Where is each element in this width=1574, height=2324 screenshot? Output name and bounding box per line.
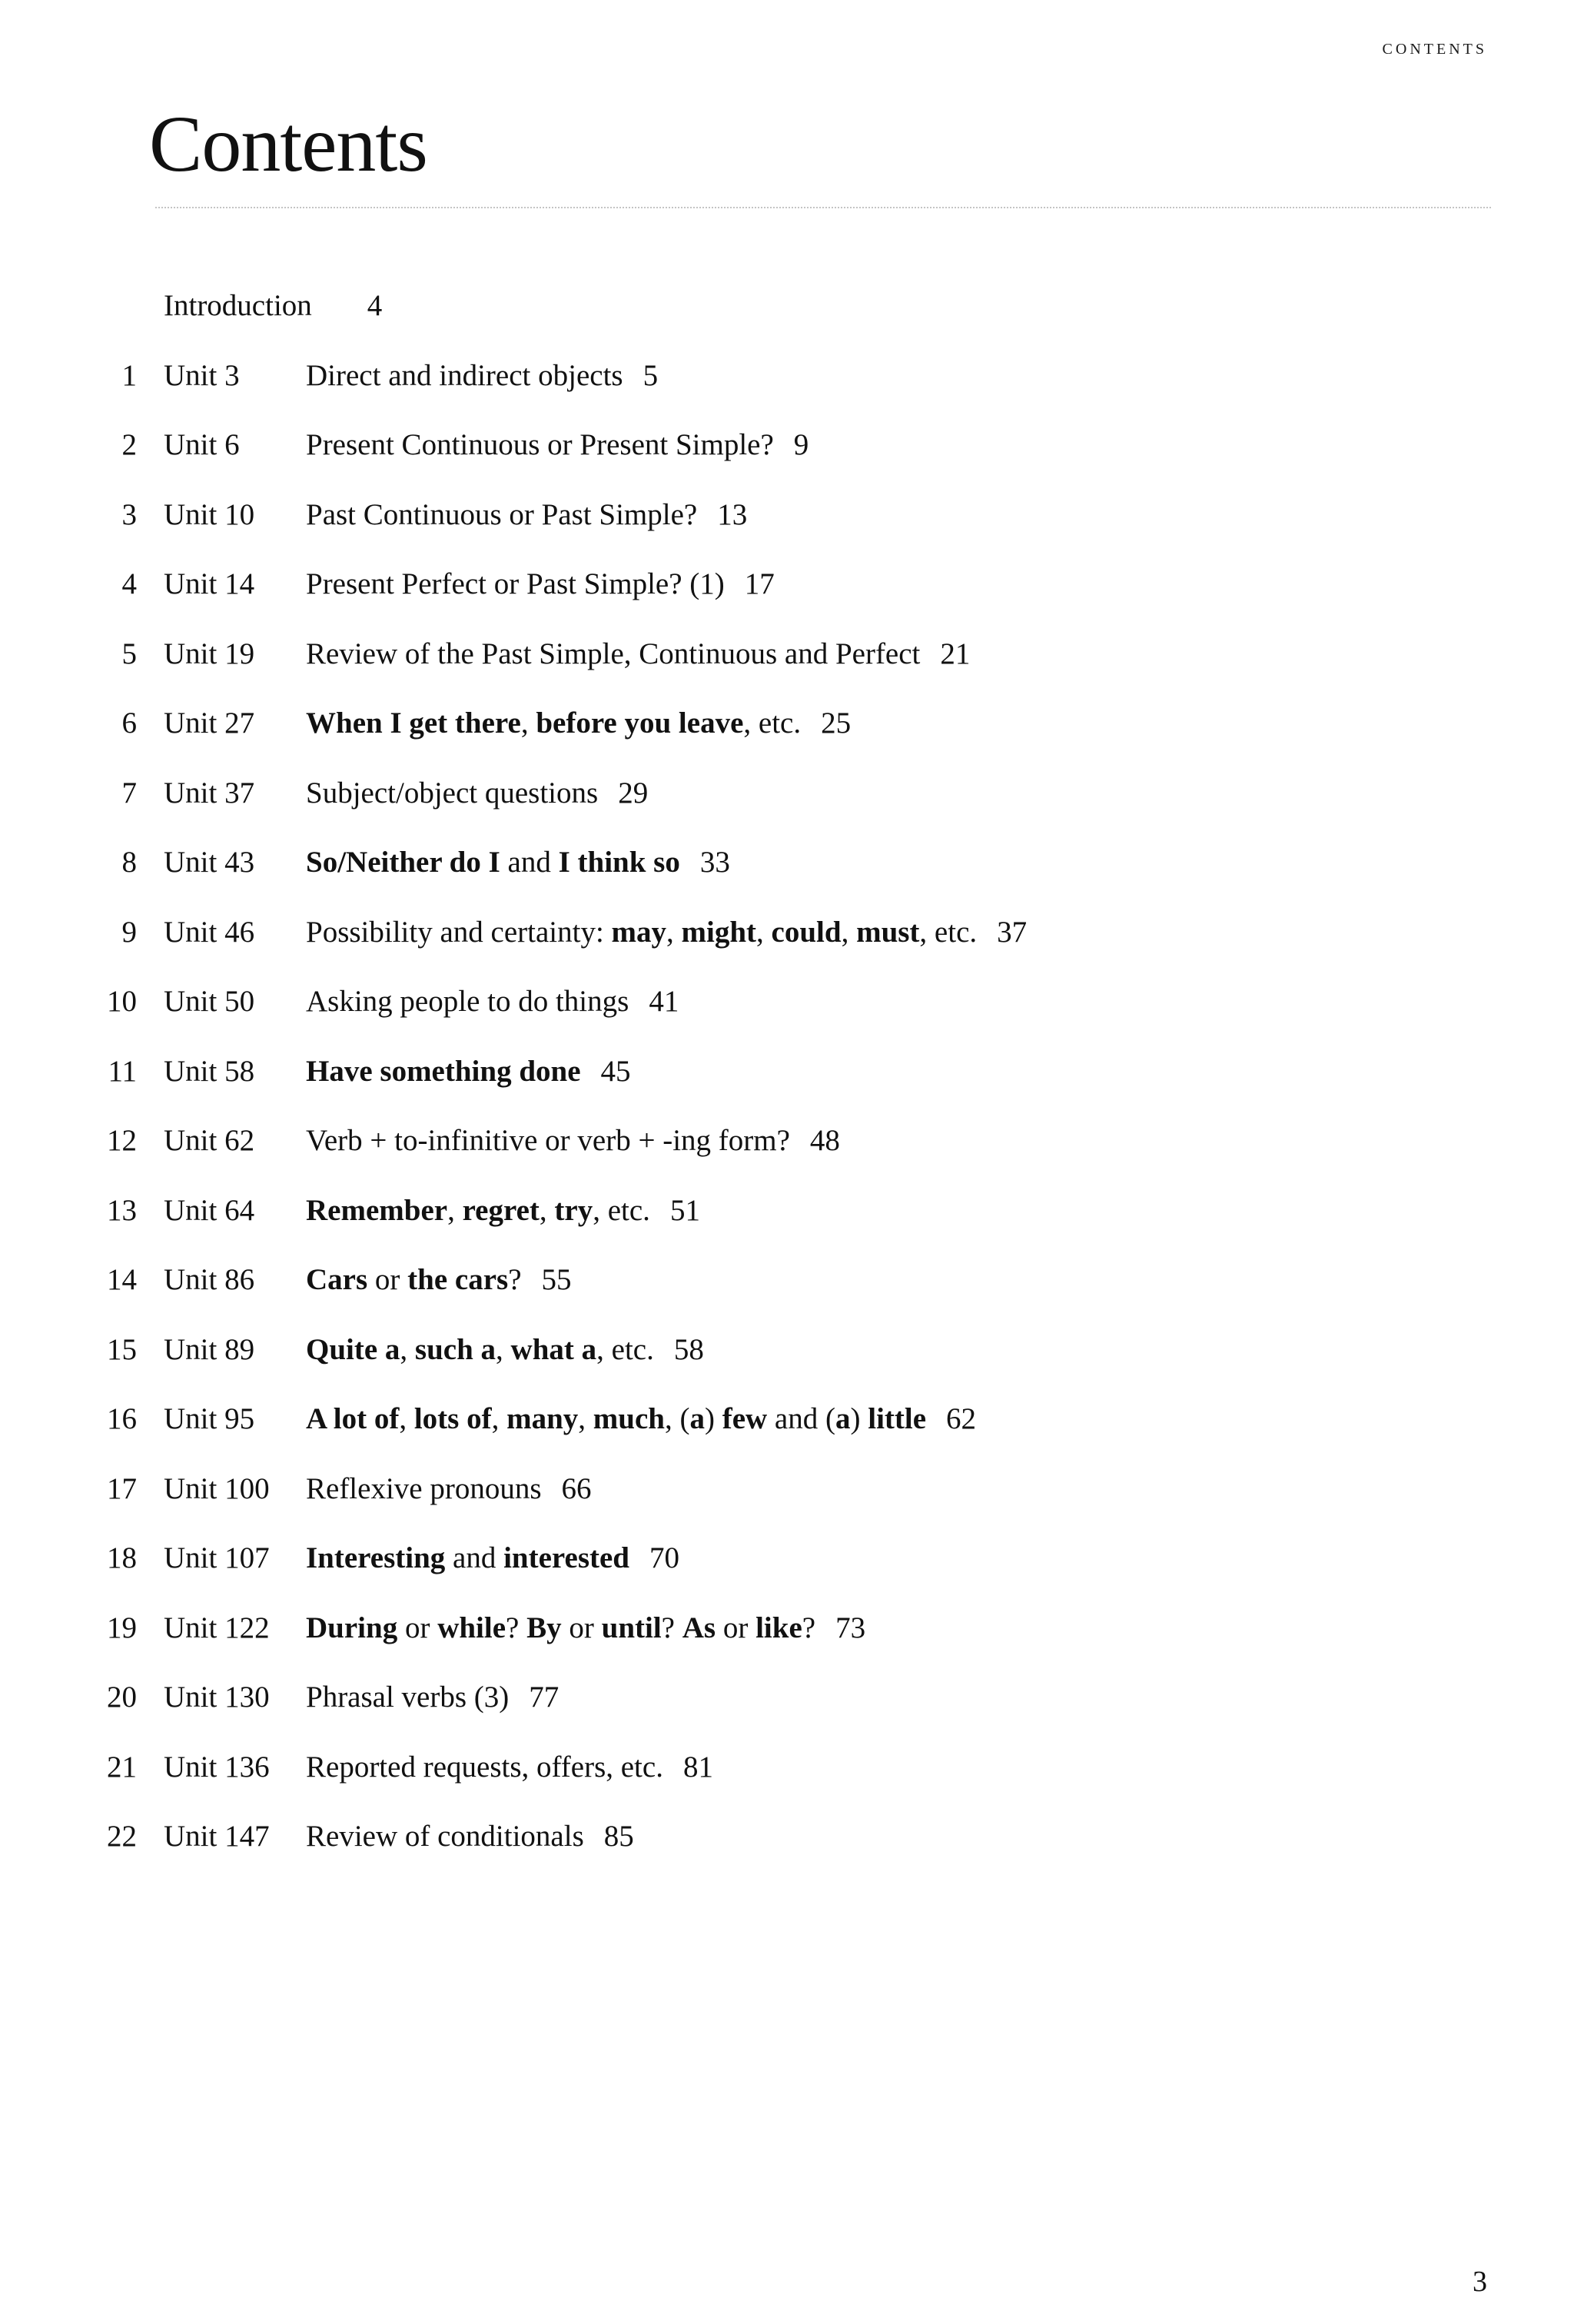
toc-entry[interactable] <box>0 1814 1574 1883</box>
toc-title-bold-segment: a <box>689 1402 705 1435</box>
toc-title-segment: , etc. <box>919 915 978 949</box>
toc-entry[interactable] <box>0 492 1574 562</box>
toc-entry-number: 8 <box>121 846 137 879</box>
toc-entry-page: 58 <box>673 1332 704 1366</box>
toc-entry-number: 7 <box>121 776 137 810</box>
toc-entry-title <box>306 770 648 816</box>
toc-entry-page: 13 <box>717 497 748 531</box>
toc-title-bold-segment: could <box>771 915 842 949</box>
toc-entry-page: 48 <box>809 1124 840 1157</box>
toc-title-bold-segment: like <box>755 1611 802 1644</box>
toc-entry-number: 20 <box>107 1681 137 1714</box>
toc-entry-title <box>306 700 851 746</box>
toc-title-segment: , <box>520 707 536 740</box>
toc-title-segment: ? <box>506 1611 527 1644</box>
toc-entry-unit: Unit 122 <box>164 1611 270 1644</box>
toc-title-segment: Review of conditionals <box>306 1820 584 1853</box>
toc-entry[interactable] <box>0 700 1574 770</box>
toc-title-bold-segment: few <box>722 1402 768 1435</box>
toc-title-bold-segment: until <box>601 1611 662 1644</box>
toc-entry-unit: Unit 14 <box>164 567 255 600</box>
toc-entry-page: 85 <box>603 1820 634 1853</box>
toc-entry-title <box>306 1396 976 1442</box>
toc-entry[interactable] <box>0 353 1574 423</box>
toc-entry-number: 21 <box>107 1750 137 1784</box>
toc-entry-unit: Unit 86 <box>164 1263 255 1296</box>
page-title: Contents <box>149 100 427 188</box>
toc-entry-page: 66 <box>561 1471 592 1505</box>
toc-entry-number: 12 <box>107 1124 137 1157</box>
toc-title-bold-segment: When I get there <box>306 707 521 740</box>
toc-title-bold-segment: while <box>437 1611 506 1644</box>
toc-title-segment: Possibility and certainty: <box>306 915 612 949</box>
toc-entry-title <box>306 561 775 607</box>
toc-title-bold-segment: So/Neither do I <box>306 846 500 879</box>
toc-title-segment: Asking people to do things <box>306 985 629 1018</box>
toc-entry-title <box>306 909 1027 956</box>
toc-entry-unit: Unit 95 <box>164 1402 255 1435</box>
toc-entry-unit: Unit 130 <box>164 1681 270 1714</box>
toc-title-segment: , <box>491 1402 507 1435</box>
toc-title-bold-segment: many <box>506 1402 579 1435</box>
toc-entry-unit: Unit 37 <box>164 776 255 810</box>
toc-title-bold-segment: As <box>682 1611 716 1644</box>
toc-title-bold-segment: lots of <box>413 1402 492 1435</box>
toc-entry-number: 13 <box>107 1193 137 1227</box>
toc-entry-page: 9 <box>793 428 809 461</box>
toc-title-segment: Present Perfect or Past Simple? (1) <box>306 567 725 600</box>
table-of-contents <box>0 283 1574 1883</box>
toc-introduction[interactable] <box>0 283 1574 353</box>
toc-title-bold-segment: A lot of <box>306 1402 400 1435</box>
toc-entry-title <box>306 1049 631 1095</box>
toc-title-segment: , <box>400 1332 415 1366</box>
toc-title-segment: Subject/object questions <box>306 776 599 810</box>
toc-entry[interactable] <box>0 1535 1574 1605</box>
toc-title-bold-segment: I think so <box>558 846 680 879</box>
toc-title-bold-segment: Cars <box>306 1263 368 1296</box>
toc-entry-unit: Unit 136 <box>164 1750 270 1784</box>
toc-title-bold-segment: regret <box>462 1193 540 1227</box>
toc-title-segment: , <box>578 1402 593 1435</box>
toc-entry[interactable] <box>0 631 1574 701</box>
toc-entry-page: 37 <box>997 915 1028 949</box>
toc-title-segment: , <box>399 1402 414 1435</box>
toc-entry-title <box>306 1605 865 1651</box>
toc-entry-title <box>306 353 658 399</box>
running-head: contents <box>1382 35 1487 59</box>
toc-entry[interactable] <box>0 979 1574 1049</box>
toc-introduction-page: 4 <box>367 289 383 322</box>
toc-title-segment: , etc. <box>593 1193 650 1227</box>
toc-entry-title <box>306 631 970 677</box>
toc-entry[interactable] <box>0 839 1574 909</box>
toc-title-segment: or <box>397 1611 438 1644</box>
toc-entry-unit: Unit 50 <box>164 985 255 1018</box>
toc-entry-page: 5 <box>643 358 659 392</box>
toc-entry-number: 11 <box>108 1054 137 1088</box>
toc-title-segment: ) <box>704 1402 722 1435</box>
toc-entry-page: 73 <box>835 1611 866 1644</box>
toc-entry[interactable] <box>0 422 1574 492</box>
toc-entry-number: 2 <box>121 428 137 461</box>
toc-entry-number: 18 <box>107 1541 137 1574</box>
toc-entry-number: 3 <box>121 497 137 531</box>
toc-entry-title <box>306 1188 700 1234</box>
toc-title-bold-segment: before you leave <box>536 707 744 740</box>
toc-title-segment: , <box>539 1193 555 1227</box>
toc-entry-unit: Unit 3 <box>164 358 240 392</box>
toc-entry-page: 17 <box>744 567 775 600</box>
toc-entry-number: 15 <box>107 1332 137 1366</box>
toc-entry-unit: Unit 62 <box>164 1124 255 1157</box>
toc-entry-number: 14 <box>107 1263 137 1296</box>
toc-title-bold-segment: During <box>306 1611 398 1644</box>
toc-entry-number: 1 <box>121 358 137 392</box>
toc-entry-number: 9 <box>121 915 137 949</box>
toc-title-bold-segment: Have something done <box>306 1054 581 1088</box>
toc-title-segment: and ( <box>767 1402 835 1435</box>
toc-title-segment: Past Continuous or Past Simple? <box>306 497 698 531</box>
toc-title-segment: or <box>367 1263 408 1296</box>
toc-title-segment: , ( <box>664 1402 690 1435</box>
toc-title-segment: , <box>666 915 682 949</box>
toc-entry-page: 77 <box>529 1681 560 1714</box>
toc-title-segment: ) <box>850 1402 868 1435</box>
toc-entry-unit: Unit 64 <box>164 1193 255 1227</box>
toc-entry-page: 33 <box>699 846 730 879</box>
toc-entry[interactable] <box>0 1118 1574 1188</box>
toc-entry[interactable] <box>0 1049 1574 1119</box>
toc-title-segment: Direct and indirect objects <box>306 358 623 392</box>
toc-entry-number: 5 <box>121 637 137 670</box>
toc-entry-page: 25 <box>821 707 852 740</box>
toc-title-bold-segment: must <box>856 915 920 949</box>
toc-title-bold-segment: Remember <box>306 1193 448 1227</box>
toc-title-bold-segment: Interesting <box>306 1541 446 1574</box>
toc-title-segment: and <box>445 1541 504 1574</box>
toc-entry-page: 21 <box>940 637 971 670</box>
toc-entry-unit: Unit 89 <box>164 1332 255 1366</box>
toc-entry[interactable] <box>0 909 1574 979</box>
toc-entry-number: 22 <box>107 1820 137 1853</box>
toc-title-bold-segment: such a <box>414 1332 496 1366</box>
toc-entry-unit: Unit 46 <box>164 915 255 949</box>
toc-title-segment: Reported requests, offers, etc. <box>306 1750 663 1784</box>
toc-entry-unit: Unit 19 <box>164 637 255 670</box>
toc-title-segment: Verb + to-infinitive or verb + -ing form? <box>306 1124 790 1157</box>
toc-title-segment: ? <box>802 1611 816 1644</box>
toc-title-segment: , etc. <box>743 707 802 740</box>
toc-title-segment: Phrasal verbs (3) <box>306 1681 510 1714</box>
toc-entry-number: 16 <box>107 1402 137 1435</box>
toc-entry[interactable] <box>0 1744 1574 1814</box>
title-divider <box>155 207 1491 208</box>
toc-entry-number: 19 <box>107 1611 137 1644</box>
toc-entry[interactable] <box>0 561 1574 631</box>
toc-entry-page: 55 <box>541 1263 572 1296</box>
toc-entry-title <box>306 1744 713 1790</box>
toc-title-segment: Review of the Past Simple, Continuous and Perfect <box>306 637 921 670</box>
toc-title-bold-segment: interested <box>503 1541 629 1574</box>
toc-title-bold-segment: Quite a <box>306 1332 400 1366</box>
toc-title-segment: , <box>447 1193 463 1227</box>
toc-entry-unit: Unit 58 <box>164 1054 255 1088</box>
toc-entry-title <box>306 1118 840 1164</box>
toc-entry-title <box>306 492 747 538</box>
toc-entry-page: 81 <box>682 1750 713 1784</box>
toc-entry[interactable] <box>0 1605 1574 1675</box>
toc-title-segment: or <box>561 1611 602 1644</box>
toc-entry-page: 62 <box>946 1402 977 1435</box>
toc-entry-title <box>306 979 679 1025</box>
toc-title-bold-segment: the cars <box>407 1263 509 1296</box>
toc-entry-number: 17 <box>107 1471 137 1505</box>
page-number: 3 <box>1473 2266 1487 2298</box>
toc-entry-page: 41 <box>649 985 679 1018</box>
toc-title-segment: , <box>841 915 857 949</box>
toc-title-bold-segment: may <box>611 915 667 949</box>
toc-entry[interactable] <box>0 1188 1574 1258</box>
toc-entry-title <box>306 422 809 468</box>
toc-entry-title <box>306 1814 634 1860</box>
toc-entry-unit: Unit 107 <box>164 1541 270 1574</box>
toc-entry-title <box>306 1535 679 1581</box>
toc-title-bold-segment: much <box>593 1402 665 1435</box>
toc-title-segment: , <box>496 1332 511 1366</box>
toc-title-segment: ? <box>661 1611 682 1644</box>
toc-entry-number: 4 <box>121 567 137 600</box>
toc-entry-unit: Unit 147 <box>164 1820 270 1853</box>
toc-title-bold-segment: little <box>868 1402 927 1435</box>
toc-entry-title <box>306 1674 559 1721</box>
toc-entry-title <box>306 1466 592 1512</box>
toc-entry-title <box>306 1327 704 1373</box>
toc-entry[interactable] <box>0 1327 1574 1397</box>
toc-entry-title <box>306 839 730 886</box>
toc-title-segment: Reflexive pronouns <box>306 1471 542 1505</box>
toc-title-segment: and <box>500 846 559 879</box>
toc-entry-page: 70 <box>649 1541 679 1574</box>
toc-entry[interactable] <box>0 770 1574 840</box>
toc-title-segment: or <box>716 1611 756 1644</box>
toc-introduction-entry <box>164 283 382 329</box>
toc-entry-number: 6 <box>121 707 137 740</box>
toc-title-segment: Present Continuous or Present Simple? <box>306 428 774 461</box>
toc-entry-unit: Unit 10 <box>164 497 255 531</box>
toc-entry[interactable] <box>0 1466 1574 1536</box>
toc-title-bold-segment: what a <box>510 1332 597 1366</box>
toc-title-bold-segment: a <box>835 1402 851 1435</box>
toc-entry-number: 10 <box>107 985 137 1018</box>
toc-title-segment: , etc. <box>596 1332 654 1366</box>
toc-title-bold-segment: try <box>554 1193 593 1227</box>
toc-title-bold-segment: might <box>681 915 757 949</box>
toc-entry-unit: Unit 27 <box>164 707 255 740</box>
toc-entry-unit: Unit 6 <box>164 428 240 461</box>
toc-entry-title <box>306 1257 572 1303</box>
toc-entry-page: 45 <box>600 1054 631 1088</box>
toc-entry[interactable] <box>0 1396 1574 1466</box>
toc-title-segment: ? <box>508 1263 522 1296</box>
toc-entry-unit: Unit 100 <box>164 1471 270 1505</box>
toc-entry-unit: Unit 43 <box>164 846 255 879</box>
toc-entry[interactable] <box>0 1257 1574 1327</box>
toc-introduction-title: Introduction <box>164 289 312 322</box>
toc-title-bold-segment: By <box>526 1611 562 1644</box>
toc-entry[interactable] <box>0 1674 1574 1744</box>
toc-title-segment: , <box>756 915 772 949</box>
toc-entry-page: 51 <box>669 1193 700 1227</box>
toc-entry-page: 29 <box>618 776 649 810</box>
